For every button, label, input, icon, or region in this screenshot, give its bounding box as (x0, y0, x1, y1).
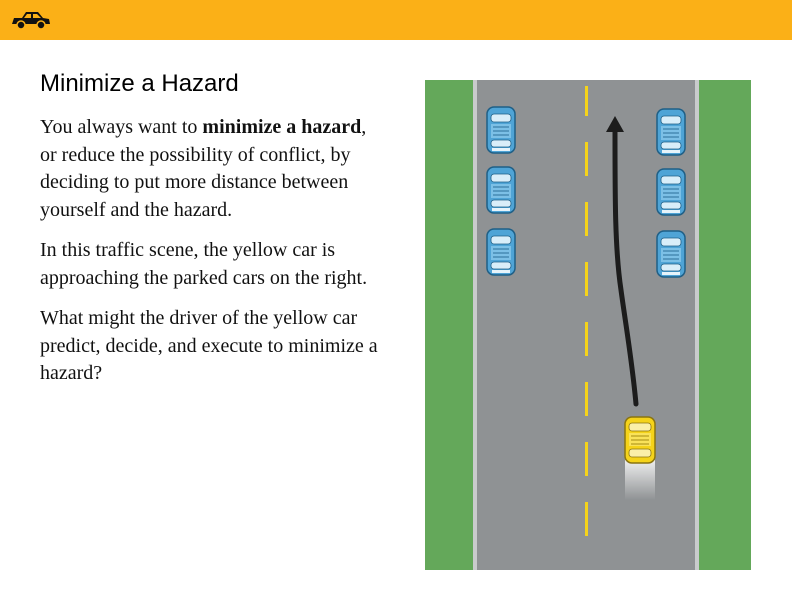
traffic-scene-illustration (425, 80, 751, 570)
parked-car (487, 229, 515, 275)
slide-title: Minimize a Hazard (40, 70, 239, 97)
parked-car (487, 107, 515, 153)
paragraph-question: What might the driver of the yellow car predict, decide, and execute to minimize a hazard? (40, 307, 378, 384)
road-edge-left (473, 80, 477, 570)
header-wave-edge (0, 34, 792, 42)
grass-left (425, 80, 477, 570)
motion-trail (625, 460, 655, 500)
car-icon (10, 9, 52, 31)
parked-car (657, 231, 685, 277)
road-edge-right (695, 80, 699, 570)
key-term: minimize a hazard (202, 116, 362, 138)
parked-car (657, 169, 685, 215)
paragraph-scene: In this traffic scene, the yellow car is approaching the parked cars on the right. (40, 239, 368, 289)
slide-body (40, 114, 380, 401)
paragraph-definition: You always want to minimize a hazard, or reduce the possibility of conflict, by deciding to put more distance between yourself and the hazard. (40, 116, 367, 221)
parked-car (657, 109, 685, 155)
grass-right (695, 80, 751, 570)
yellow-car (625, 417, 655, 463)
parked-car (487, 167, 515, 213)
